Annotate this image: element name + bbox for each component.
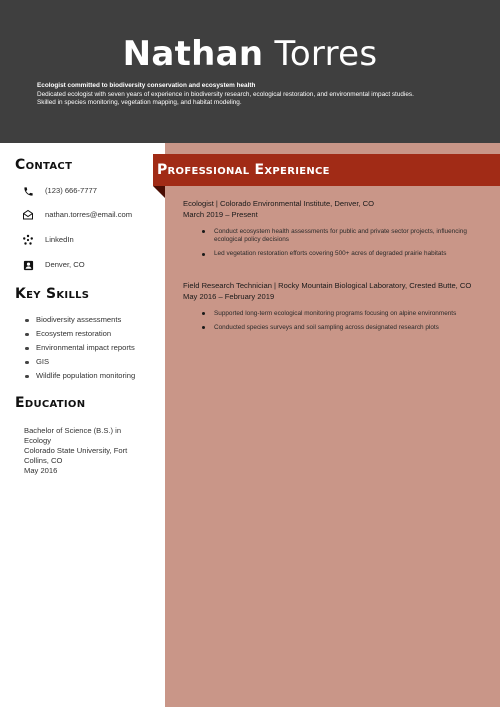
email-icon [22, 209, 34, 221]
job-entry [183, 199, 483, 265]
job-dates: May 2016 – February 2019 [183, 291, 275, 301]
sidebar [0, 143, 165, 707]
skill-item: Wildlife population monitoring [24, 371, 135, 385]
location-text: Denver, CO [45, 260, 85, 269]
profile-tagline: Ecologist committed to biodiversity conservation and ecosystem health [37, 82, 256, 89]
degree: Bachelor of Science (B.S.) in Ecology [24, 426, 122, 445]
contact-email [22, 209, 162, 223]
job-bullets [183, 310, 483, 333]
candidate-name [0, 34, 500, 74]
contact-heading: Contact [15, 157, 73, 173]
job-bullet: Conduct ecosystem health assessments for public and private sector projects, influencing ecological policy decisions [183, 228, 483, 245]
education-heading: Education [15, 395, 86, 411]
linkedin-link[interactable]: LinkedIn [45, 235, 74, 244]
ribbon-fold [153, 186, 165, 198]
job-entry [183, 281, 483, 338]
job-title: Field Research Technician | Rocky Mountain Biological Laboratory, Crested Butte, CO [183, 281, 472, 290]
skills-list [24, 315, 135, 385]
contact-linkedin [22, 234, 162, 248]
experience-heading: Professional Experience [157, 162, 330, 178]
skill-item: GIS [24, 357, 135, 371]
email-text[interactable]: nathan.torres@email.com [45, 210, 133, 219]
job-bullets [183, 228, 483, 259]
graduation-date: May 2016 [24, 466, 58, 475]
job-title: Ecologist | Colorado Environmental Institute, Denver, CO [183, 199, 375, 208]
job-bullet: Led vegetation restoration efforts covering 500+ acres of degraded prairie habitats [183, 250, 483, 258]
skill-item: Ecosystem restoration [24, 329, 135, 343]
education-entry [24, 426, 149, 476]
profile-summary [37, 82, 467, 108]
contact-location [22, 259, 162, 273]
job-bullet: Conducted species surveys and soil sampling across designated research plots [183, 324, 483, 332]
experience-panel [157, 143, 500, 707]
job-dates: March 2019 – Present [183, 209, 258, 219]
last-name: Torres [274, 34, 378, 74]
skills-heading: Key Skills [15, 286, 90, 302]
phone-text[interactable]: (123) 666-7777 [45, 186, 97, 195]
experience-ribbon [153, 154, 500, 186]
phone-icon [22, 185, 34, 197]
location-icon [22, 259, 34, 271]
summary-line: Skilled in species monitoring, vegetation mapping, and habitat modeling. [37, 99, 242, 107]
skill-item: Environmental impact reports [24, 343, 135, 357]
contact-phone [22, 185, 162, 199]
job-bullet: Supported long-term ecological monitoring programs focusing on alpine environments [183, 310, 483, 318]
school: Colorado State University, Fort Collins, CO [24, 446, 128, 465]
first-name: Nathan [122, 34, 264, 74]
summary-line: Dedicated ecologist with seven years of experience in biodiversity research, ecological restoration, and environmental impact studies. [37, 90, 414, 98]
resume-header [0, 0, 500, 143]
skill-item: Biodiversity assessments [24, 315, 135, 329]
linkedin-icon [22, 234, 34, 246]
